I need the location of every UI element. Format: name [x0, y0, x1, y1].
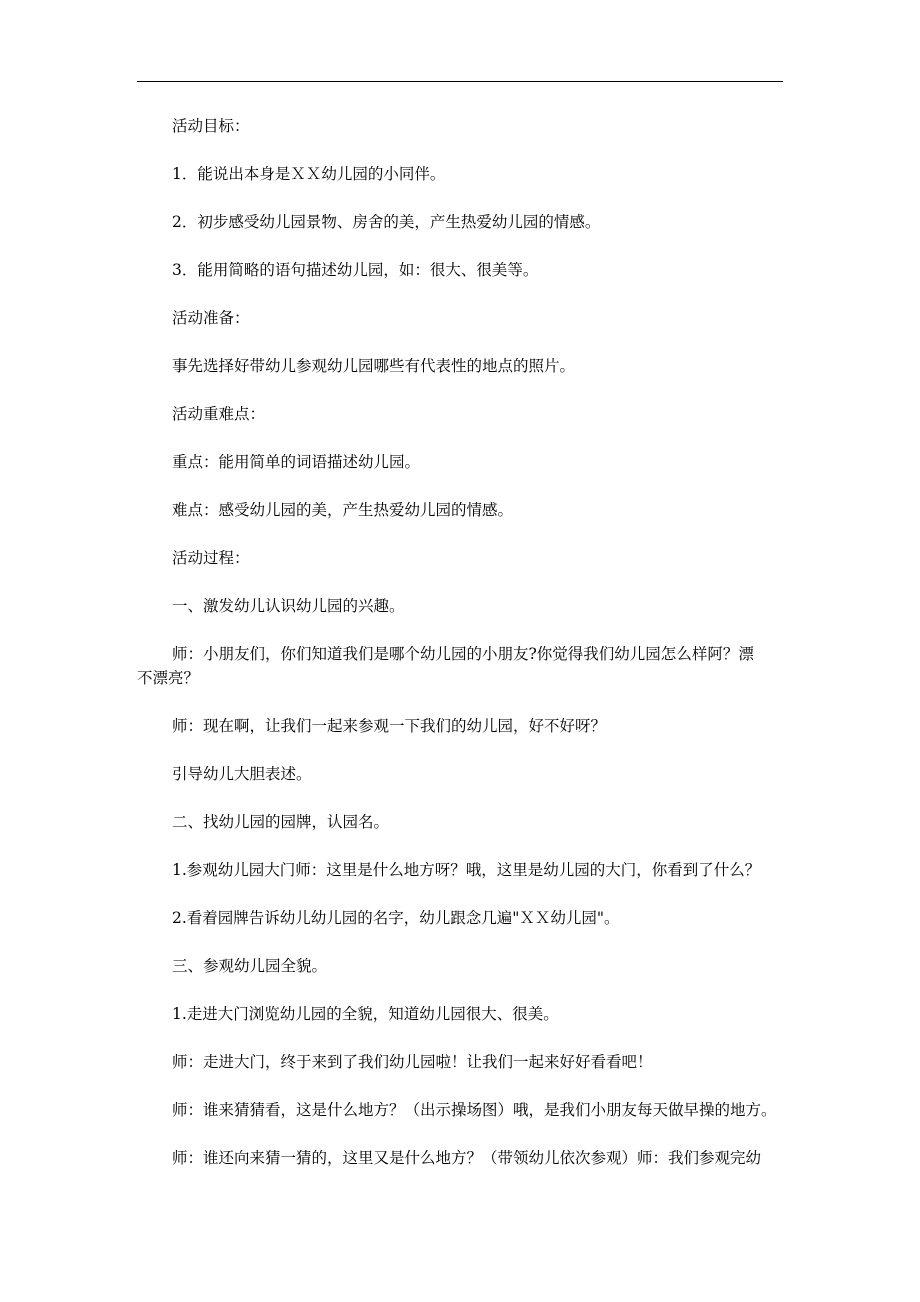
- header-rule: [137, 81, 783, 82]
- preparation-text: 事先选择好带幼儿参观幼儿园哪些有代表性的地点的照片。: [172, 357, 576, 375]
- process-step-1-heading: 一、激发幼儿认识幼儿园的兴趣。: [172, 597, 405, 615]
- heading-activity-process: 活动过程：: [172, 549, 250, 567]
- goal-item-2: 2．初步感受幼儿园景物、房舍的美，产生热爱幼儿园的情感。: [172, 213, 601, 231]
- teacher-line-5: 师：谁还向来猜一猜的，这里又是什么地方？（带领幼儿依次参观）师：我们参观完幼: [172, 1149, 762, 1167]
- step-2-item-1: 1.参观幼儿园大门师：这里是什么地方呀？哦，这里是幼儿园的大门，你看到了什么？: [172, 861, 761, 879]
- goal-item-1: 1．能说出本身是ＸＸ幼儿园的小同伴。: [172, 165, 446, 183]
- process-step-3-heading: 三、参观幼儿园全貌。: [172, 957, 328, 975]
- teacher-line-1-continued: 不漂亮？: [137, 669, 200, 687]
- heading-activity-goals: 活动目标：: [172, 117, 250, 135]
- process-step-2-heading: 二、找幼儿园的园牌，认园名。: [172, 813, 390, 831]
- teacher-line-3: 师：走进大门，终于来到了我们幼儿园啦！让我们一起来好好看看吧！: [172, 1053, 653, 1071]
- difficulty-text: 难点：感受幼儿园的美，产生热爱幼儿园的情感。: [172, 501, 514, 519]
- goal-item-3: 3．能用简略的语句描述幼儿园，如：很大、很美等。: [172, 261, 539, 279]
- heading-activity-preparation: 活动准备：: [172, 309, 250, 327]
- step-3-item-1: 1.走进大门浏览幼儿园的全貌，知道幼儿园很大、很美。: [172, 1005, 559, 1023]
- guidance-text: 引导幼儿大胆表述。: [172, 765, 312, 783]
- teacher-line-2: 师：现在啊，让我们一起来参观一下我们的幼儿园，好不好呀？: [172, 717, 607, 735]
- key-point-text: 重点：能用简单的词语描述幼儿园。: [172, 453, 421, 471]
- teacher-line-1: 师：小朋友们，你们知道我们是哪个幼儿园的小朋友?你觉得我们幼儿园怎么样阿？漂: [172, 645, 754, 663]
- teacher-line-4: 师：谁来猜猜看，这是什么地方？（出示操场图）哦，是我们小朋友每天做早操的地方。: [172, 1101, 777, 1119]
- heading-key-difficulties: 活动重难点：: [172, 405, 266, 423]
- step-2-item-2: 2.看着园牌告诉幼儿幼儿园的名字，幼儿跟念几遍"ＸＸ幼儿园"。: [172, 909, 620, 927]
